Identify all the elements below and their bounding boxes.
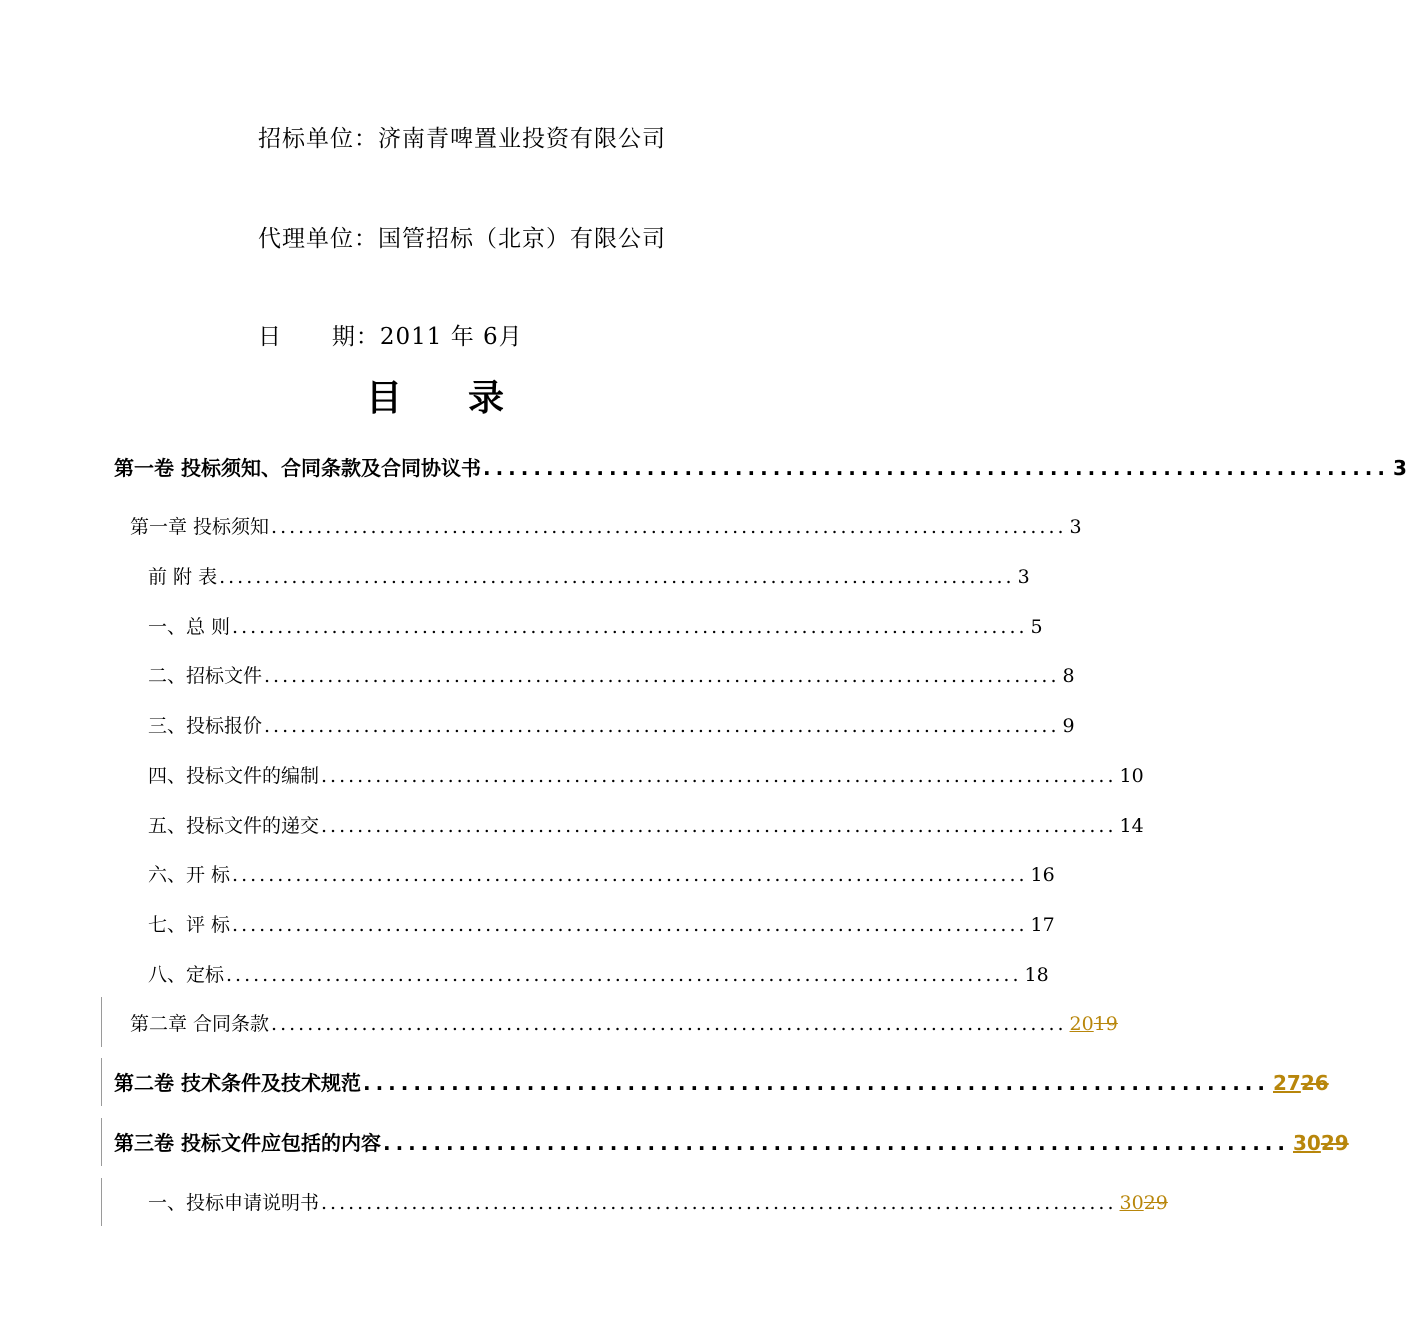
toc-entry-label: 第一卷 投标须知、合同条款及合同协议书 — [114, 456, 481, 480]
revision-bar — [101, 1118, 102, 1166]
toc-entry-bid-submit[interactable] — [148, 809, 1144, 843]
toc-entry-page: 10 — [1119, 765, 1144, 787]
deleted-page-number: 19 — [1093, 1013, 1118, 1035]
toc-entry-label: 三、投标报价 — [148, 715, 263, 737]
toc-leader: ........................................................................ — [382, 1131, 1290, 1155]
toc-entry-opening[interactable] — [148, 858, 1055, 892]
toc-entry-page: 8 — [1062, 665, 1075, 687]
toc-entry-label: 第二章 合同条款 — [130, 1013, 270, 1035]
toc-leader: ........................................................................ — [362, 1071, 1270, 1095]
inserted-page-number: 30 — [1119, 1192, 1144, 1214]
revision-bar — [101, 997, 102, 1047]
deleted-page-number: 29 — [1320, 1131, 1349, 1155]
toc-entry-page: 3 — [1017, 566, 1030, 588]
toc-entry-page — [1270, 1066, 1329, 1100]
toc-entry-chapter-2[interactable] — [130, 1007, 1118, 1041]
toc-entry-general[interactable] — [148, 610, 1043, 644]
deleted-page-number: 29 — [1143, 1192, 1168, 1214]
toc-leader: ........................................................................................ — [219, 566, 1015, 588]
toc-entry-page: 14 — [1119, 815, 1144, 837]
toc-entry-label: 第一章 投标须知 — [130, 516, 270, 538]
toc-leader: ........................................................................................ — [226, 964, 1022, 986]
toc-entry-page: 18 — [1024, 964, 1049, 986]
toc-leader: ........................................................................................ — [271, 516, 1067, 538]
toc-leader: ........................................................................................ — [321, 815, 1117, 837]
toc-entry-tender-docs[interactable] — [148, 659, 1075, 693]
toc-entry-page — [1067, 1007, 1118, 1041]
toc-leader: ........................................................................................ — [321, 765, 1117, 787]
toc-entry-volume-3[interactable] — [114, 1126, 1349, 1160]
toc-title-left: 目 — [365, 378, 412, 419]
toc-leader: ........................................................................................ — [264, 665, 1060, 687]
toc-entry-label: 八、定标 — [148, 964, 225, 986]
toc-entry-bid-application[interactable] — [148, 1186, 1168, 1220]
toc-entry-chapter-1[interactable] — [130, 510, 1082, 544]
toc-entry-page — [1290, 1126, 1349, 1160]
toc-leader: ........................................................................................ — [232, 864, 1028, 886]
toc-leader: ........................................................................................ — [321, 1192, 1117, 1214]
toc-entry-bid-price[interactable] — [148, 709, 1075, 743]
toc-entry-label: 五、投标文件的递交 — [148, 815, 320, 837]
date-line: 日 期：2011 年 6月 — [258, 324, 523, 350]
toc-entry-page: 9 — [1062, 715, 1075, 737]
inserted-page-number: 20 — [1069, 1013, 1094, 1035]
toc-entry-label: 四、投标文件的编制 — [148, 765, 320, 787]
toc-entry-volume-2[interactable] — [114, 1066, 1329, 1100]
tenderer-line: 招标单位：济南青啤置业投资有限公司 — [258, 126, 666, 152]
toc-entry-label: 第三卷 投标文件应包括的内容 — [114, 1131, 381, 1155]
inserted-page-number: 27 — [1273, 1071, 1301, 1095]
toc-entry-page — [1117, 1186, 1168, 1220]
toc-leader: ........................................................................................ — [232, 914, 1028, 936]
toc-entry-volume-1[interactable] — [114, 451, 1407, 485]
toc-entry-page: 17 — [1030, 914, 1055, 936]
toc-entry-page: 16 — [1030, 864, 1055, 886]
toc-leader: ........................................................................ — [482, 456, 1390, 480]
toc-entry-label: 第二卷 技术条件及技术规范 — [114, 1071, 361, 1095]
agent-line: 代理单位：国管招标（北京）有限公司 — [258, 226, 666, 252]
toc-entry-evaluation[interactable] — [148, 908, 1055, 942]
toc-entry-label: 二、招标文件 — [148, 665, 263, 687]
toc-entry-front-table[interactable] — [148, 560, 1030, 594]
toc-entry-label: 一、总 则 — [148, 616, 231, 638]
toc-entry-label: 六、开 标 — [148, 864, 231, 886]
toc-entry-label: 七、评 标 — [148, 914, 231, 936]
toc-entry-label: 一、投标申请说明书 — [148, 1192, 320, 1214]
toc-entry-page: 5 — [1030, 616, 1043, 638]
toc-title — [0, 370, 880, 421]
toc-title-right: 录 — [468, 378, 515, 419]
toc-entry-page: 3 — [1069, 516, 1082, 538]
toc-entry-award[interactable] — [148, 958, 1049, 992]
toc-entry-label: 前 附 表 — [148, 566, 218, 588]
revision-bar — [101, 1058, 102, 1106]
toc-leader: ........................................................................................ — [264, 715, 1060, 737]
inserted-page-number: 30 — [1293, 1131, 1321, 1155]
toc-leader: ........................................................................................ — [232, 616, 1028, 638]
deleted-page-number: 26 — [1300, 1071, 1329, 1095]
toc-entry-page: 3 — [1393, 456, 1407, 480]
toc-leader: ........................................................................................ — [271, 1013, 1067, 1035]
toc-entry-bid-prep[interactable] — [148, 759, 1144, 793]
revision-bar — [101, 1178, 102, 1226]
